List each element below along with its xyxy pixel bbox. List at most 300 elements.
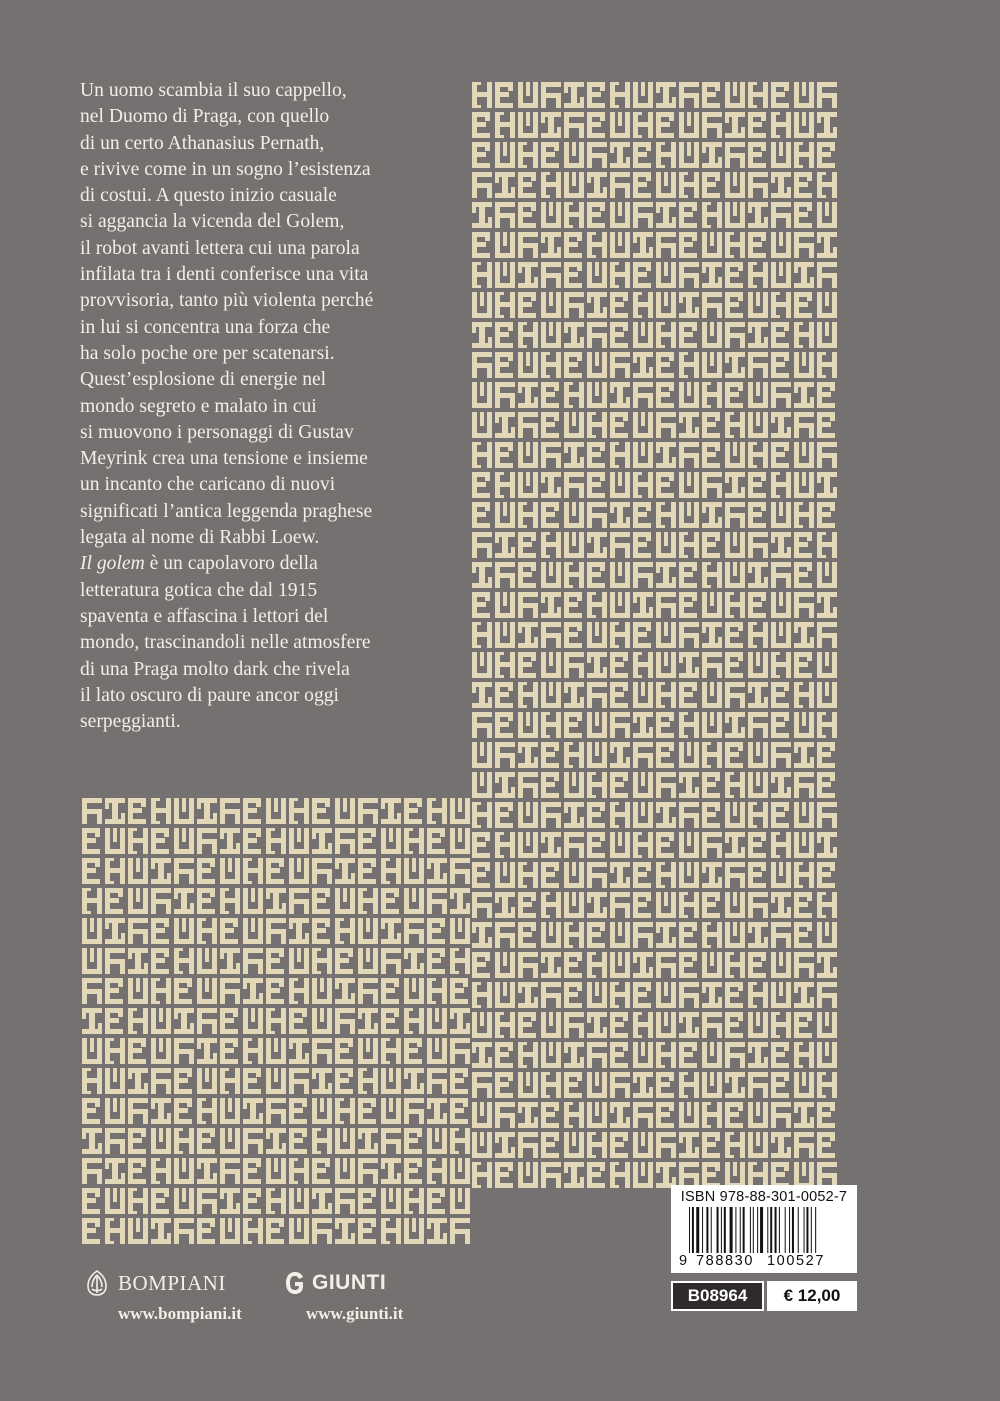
pattern-tile — [541, 622, 561, 648]
pattern-tile — [656, 1102, 674, 1128]
barcode-bar — [735, 1207, 736, 1253]
pattern-tile — [771, 82, 789, 108]
pattern-tile — [794, 712, 814, 738]
pattern-tile — [220, 858, 240, 884]
pattern-tile — [748, 1012, 768, 1038]
pattern-tile — [656, 142, 676, 168]
pattern-tile — [518, 502, 538, 528]
pattern-tile — [495, 1042, 513, 1068]
pattern-tile — [174, 858, 194, 884]
pattern-tile — [450, 858, 470, 884]
pattern-tile — [679, 862, 699, 888]
pattern-tile — [610, 1042, 628, 1068]
pattern-tile — [82, 1158, 102, 1184]
pattern-tile — [771, 742, 791, 768]
pattern-tile — [725, 322, 745, 348]
pattern-tile — [610, 1102, 630, 1128]
pattern-tile — [358, 888, 378, 914]
pattern-tile — [82, 978, 102, 1004]
pattern-tile — [335, 1218, 355, 1244]
pattern-tile — [794, 1132, 814, 1158]
pattern-tile — [289, 828, 309, 854]
pattern-tile — [128, 918, 148, 944]
pattern-tile — [610, 652, 628, 678]
pattern-tile — [679, 352, 699, 378]
pattern-tile — [541, 1012, 561, 1038]
pattern-tile — [105, 1128, 125, 1154]
barcode-bar — [721, 1207, 722, 1253]
pattern-tile — [587, 892, 607, 918]
pattern-tile — [587, 1042, 607, 1068]
blurb-line: Meyrink crea una tensione e insieme — [80, 448, 368, 470]
bompiani-url[interactable]: www.bompiani.it — [118, 1304, 242, 1323]
pattern-tile — [518, 322, 538, 348]
pattern-tile — [794, 382, 814, 408]
giunti-logo-icon — [284, 1270, 306, 1296]
pattern-tile — [656, 1072, 674, 1098]
pattern-tile — [679, 442, 699, 468]
pattern-tile — [151, 948, 169, 974]
pattern-tile — [197, 1098, 217, 1124]
pattern-tile — [404, 1218, 424, 1244]
pattern-tile — [702, 442, 720, 468]
pattern-tile — [794, 142, 814, 168]
blurb-line: Un uomo scambia il suo cappello, — [80, 80, 347, 101]
pattern-tile — [587, 292, 607, 318]
pattern-tile — [794, 112, 814, 138]
pattern-tile — [748, 952, 766, 978]
pattern-tile — [656, 532, 676, 558]
pattern-tile — [105, 858, 125, 884]
pattern-tile — [197, 1038, 217, 1064]
pattern-tile — [197, 798, 217, 824]
pattern-tile — [220, 1038, 238, 1064]
pattern-tile — [633, 952, 653, 978]
pattern-tile — [312, 1128, 332, 1154]
pattern-tile — [702, 142, 722, 168]
pattern-tile — [197, 858, 215, 884]
pattern-tile — [633, 592, 653, 618]
pattern-tile — [518, 262, 538, 288]
pattern-tile — [289, 1098, 307, 1124]
pattern-tile — [541, 892, 561, 918]
pattern-tile — [541, 232, 561, 258]
pattern-tile — [518, 622, 538, 648]
pattern-tile — [335, 1128, 355, 1154]
pattern-tile — [450, 798, 470, 824]
pattern-tile — [633, 622, 651, 648]
barcode-bar — [730, 1207, 733, 1253]
pattern-tile — [472, 1162, 492, 1188]
pattern-tile — [587, 172, 607, 198]
pattern-tile — [587, 742, 607, 768]
pattern-tile — [610, 172, 630, 198]
pattern-tile — [610, 1072, 630, 1098]
pattern-tile — [725, 982, 743, 1008]
pattern-tile — [725, 352, 745, 378]
giunti-url[interactable]: www.giunti.it — [306, 1304, 404, 1323]
pattern-tile — [702, 262, 722, 288]
pattern-tile — [266, 1068, 286, 1094]
pattern-tile — [541, 502, 559, 528]
pattern-tile — [656, 202, 676, 228]
pattern-tile — [679, 112, 699, 138]
pattern-tile — [495, 802, 513, 828]
pattern-tile — [289, 1188, 309, 1214]
pattern-tile — [633, 1012, 653, 1038]
pattern-tile — [335, 1068, 353, 1094]
pattern-tile — [518, 892, 536, 918]
pattern-tile — [128, 978, 148, 1004]
pattern-tile — [771, 412, 791, 438]
pattern-tile — [656, 1132, 676, 1158]
pattern-tile — [151, 828, 169, 854]
pattern-tile — [725, 502, 745, 528]
pattern-tile — [518, 292, 536, 318]
pattern-tile — [748, 682, 768, 708]
pattern-tile — [358, 1158, 378, 1184]
pattern-tile — [266, 858, 284, 884]
pattern-tile — [335, 1158, 355, 1184]
pattern-tile — [771, 532, 791, 558]
barcode-bar — [811, 1207, 812, 1253]
pattern-tile — [679, 1042, 697, 1068]
pattern-tile — [450, 1008, 470, 1034]
pattern-tile — [679, 982, 699, 1008]
pattern-tile — [427, 978, 447, 1004]
pattern-tile — [748, 382, 768, 408]
pattern-tile — [702, 1012, 722, 1038]
pattern-tile — [633, 472, 653, 498]
pattern-tile — [220, 828, 240, 854]
pattern-tile — [495, 832, 515, 858]
pattern-tile — [702, 352, 722, 378]
pattern-tile — [358, 1218, 376, 1244]
pattern-tile — [266, 1038, 286, 1064]
pattern-tile — [794, 802, 814, 828]
pattern-tile — [794, 322, 814, 348]
pattern-tile — [679, 772, 699, 798]
pattern-tile — [174, 798, 194, 824]
blurb-line: in lui si concentra una forza che — [80, 316, 331, 338]
pattern-tile — [587, 1132, 607, 1158]
pattern-tile — [495, 742, 515, 768]
pattern-tile — [794, 262, 814, 288]
pattern-tile — [335, 798, 355, 824]
pattern-tile — [633, 562, 653, 588]
pattern-tile — [105, 1218, 125, 1244]
pattern-tile — [427, 1008, 447, 1034]
blurb-line: di costui. A questo inizio casuale — [80, 185, 337, 207]
pattern-tile — [679, 892, 699, 918]
blurb-line: nel Duomo di Praga, con quello — [80, 106, 330, 128]
pattern-tile — [564, 472, 584, 498]
pattern-tile — [243, 918, 263, 944]
barcode-bar — [760, 1207, 763, 1253]
pattern-tile — [381, 1068, 401, 1094]
pattern-tile — [564, 1132, 584, 1158]
pattern-tile — [243, 1038, 263, 1064]
pattern-tile — [587, 442, 605, 468]
pattern-tile — [266, 1098, 286, 1124]
pattern-tile — [495, 1162, 513, 1188]
pattern-tile — [771, 1042, 789, 1068]
pattern-tile — [128, 858, 148, 884]
pattern-tile — [564, 442, 584, 468]
pattern-tile — [564, 532, 584, 558]
pattern-tile — [702, 772, 720, 798]
pattern-tile — [748, 742, 768, 768]
pattern-tile — [725, 82, 745, 108]
blurb-line: mondo, trascinandoli nelle atmosfere — [80, 632, 371, 654]
pattern-tile — [794, 592, 814, 618]
pattern-tile — [128, 1008, 148, 1034]
pattern-tile — [702, 472, 722, 498]
barcode-bar — [743, 1207, 745, 1253]
pattern-tile — [633, 1132, 653, 1158]
pattern-tile — [771, 982, 791, 1008]
pattern-tile — [794, 232, 814, 258]
pattern-tile — [610, 262, 630, 288]
pattern-tile — [748, 262, 768, 288]
pattern-tile — [702, 802, 720, 828]
pattern-tile — [289, 1038, 309, 1064]
pattern-tile — [404, 1128, 422, 1154]
pattern-tile — [656, 1042, 676, 1068]
pattern-tile — [702, 742, 722, 768]
pattern-tile — [633, 382, 653, 408]
pattern-tile — [771, 1102, 791, 1128]
pattern-tile — [151, 1038, 171, 1064]
pattern-tile — [243, 1068, 261, 1094]
pattern-tile — [266, 1128, 286, 1154]
pattern-tile — [748, 232, 766, 258]
pattern-tile — [679, 532, 699, 558]
pattern-tile — [174, 828, 194, 854]
pattern-tile — [564, 1012, 584, 1038]
pattern-tile — [794, 1042, 814, 1068]
pattern-tile — [151, 858, 171, 884]
pattern-tile — [633, 1102, 653, 1128]
pattern-tile — [587, 412, 607, 438]
pattern-tile — [174, 1068, 192, 1094]
pattern-tile — [748, 982, 768, 1008]
pattern-tile — [197, 1128, 215, 1154]
pattern-tile — [335, 1098, 355, 1124]
pattern-tile — [748, 892, 768, 918]
pattern-tile — [610, 922, 630, 948]
pattern-tile — [679, 502, 699, 528]
pattern-tile — [82, 1068, 102, 1094]
pattern-tile — [243, 948, 263, 974]
pattern-tile — [656, 682, 676, 708]
pattern-tile — [725, 892, 745, 918]
pattern-tile — [564, 562, 584, 588]
pattern-tile — [794, 562, 812, 588]
pattern-tile — [472, 832, 490, 858]
pattern-tile — [151, 918, 169, 944]
pattern-tile — [748, 442, 768, 468]
pattern-tile — [472, 742, 492, 768]
pattern-tile — [105, 1188, 125, 1214]
pattern-tile — [197, 948, 217, 974]
blurb-line: significati l’antica leggenda praghese — [80, 500, 373, 522]
pattern-tile — [771, 622, 791, 648]
pattern-tile — [472, 1132, 492, 1158]
pattern-tile — [633, 262, 651, 288]
pattern-tile — [679, 922, 697, 948]
pattern-tile — [771, 232, 791, 258]
pattern-tile — [817, 862, 835, 888]
pattern-tile — [817, 142, 835, 168]
pattern-tile — [220, 1128, 240, 1154]
pattern-tile — [656, 892, 676, 918]
blurb-line: spaventa e affascina i lettori del — [80, 605, 329, 627]
pattern-tile — [450, 1098, 468, 1124]
pattern-tile — [656, 592, 676, 618]
pattern-tile — [564, 622, 582, 648]
pattern-tile — [725, 1132, 745, 1158]
pattern-tile — [518, 232, 538, 258]
pattern-tile — [679, 172, 699, 198]
pattern-tile — [243, 1098, 263, 1124]
pattern-tile — [748, 202, 768, 228]
pattern-tile — [748, 922, 768, 948]
pattern-tile — [633, 352, 653, 378]
pattern-tile — [289, 858, 309, 884]
pattern-tile — [771, 1072, 789, 1098]
pattern-tile — [817, 832, 837, 858]
pattern-tile — [702, 202, 722, 228]
pattern-tile — [564, 712, 582, 738]
pattern-tile — [633, 742, 653, 768]
pattern-tile — [518, 772, 538, 798]
pattern-tile — [564, 322, 584, 348]
pattern-tile — [794, 532, 812, 558]
pattern-tile — [679, 622, 699, 648]
pattern-tile — [656, 562, 676, 588]
pattern-tile — [174, 1188, 194, 1214]
pattern-tile — [564, 202, 584, 228]
pattern-tile — [541, 952, 561, 978]
pattern-tile — [610, 532, 630, 558]
pattern-tile — [633, 922, 653, 948]
pattern-tile — [151, 798, 171, 824]
pattern-tile — [564, 412, 584, 438]
pattern-tile — [404, 1038, 422, 1064]
pattern-tile — [610, 832, 630, 858]
pattern-tile — [610, 742, 630, 768]
pattern-tile — [495, 322, 513, 348]
pattern-tile — [817, 442, 837, 468]
blurb-line: ha solo poche ore per scatenarsi. — [80, 342, 335, 364]
pattern-tile — [472, 952, 490, 978]
pattern-tile — [725, 112, 745, 138]
pattern-tile — [518, 712, 538, 738]
pattern-tile — [564, 352, 582, 378]
pattern-tile — [794, 952, 814, 978]
pattern-tile — [817, 622, 837, 648]
pattern-tile — [656, 1012, 676, 1038]
pattern-tile — [495, 442, 513, 468]
pattern-tile — [541, 802, 561, 828]
pattern-tile — [197, 888, 215, 914]
pattern-tile — [404, 978, 424, 1004]
pattern-tile — [679, 742, 699, 768]
pattern-tile — [495, 982, 515, 1008]
pattern-tile — [748, 1102, 768, 1128]
pattern-tile — [472, 1102, 492, 1128]
barcode-bar — [724, 1207, 726, 1253]
barcode-bar — [798, 1207, 799, 1253]
pattern-tile — [633, 982, 651, 1008]
pattern-tile — [656, 622, 676, 648]
pattern-tile — [450, 1128, 470, 1154]
pattern-tile — [748, 142, 766, 168]
pattern-tile — [702, 1072, 722, 1098]
pattern-tile — [312, 798, 330, 824]
pattern-tile — [541, 412, 559, 438]
blurb-line: di un certo Athanasius Pernath, — [80, 132, 325, 154]
pattern-tile — [587, 232, 607, 258]
pattern-tile — [679, 832, 699, 858]
pattern-tile — [564, 742, 584, 768]
pattern-tile — [794, 772, 814, 798]
pattern-tile — [679, 1012, 699, 1038]
pattern-tile — [702, 622, 722, 648]
pattern-tile — [794, 682, 814, 708]
pattern-tile — [220, 978, 240, 1004]
pattern-tile — [381, 1188, 401, 1214]
pattern-tile — [633, 142, 651, 168]
pattern-tile — [541, 1102, 559, 1128]
pattern-tile — [289, 888, 309, 914]
barcode-bar — [779, 1207, 780, 1253]
pattern-tile — [381, 1008, 399, 1034]
pattern-tile — [771, 832, 791, 858]
pattern-tile — [610, 292, 628, 318]
pattern-tile — [794, 892, 812, 918]
pattern-tile — [794, 742, 814, 768]
pattern-tile — [495, 682, 513, 708]
bompiani-logo-icon — [82, 1268, 112, 1298]
pattern-tile — [289, 1218, 309, 1244]
pattern-tile — [679, 262, 699, 288]
pattern-tile — [656, 112, 674, 138]
pattern-tile — [427, 948, 445, 974]
pattern-tile — [610, 982, 630, 1008]
pattern-tile — [404, 1008, 424, 1034]
pattern-tile — [312, 948, 332, 974]
pattern-tile — [748, 472, 766, 498]
pattern-tile — [587, 712, 607, 738]
pattern-tile — [495, 502, 515, 528]
pattern-tile — [472, 1042, 492, 1068]
pattern-tile — [220, 888, 240, 914]
pattern-tile — [220, 1008, 238, 1034]
pattern-tile — [817, 982, 837, 1008]
barcode-bar — [696, 1207, 699, 1253]
pattern-tile — [105, 1038, 125, 1064]
pattern-tile — [197, 978, 217, 1004]
pattern-tile — [679, 802, 699, 828]
pattern-tile — [794, 502, 814, 528]
pattern-tile — [220, 948, 240, 974]
barcode-bar — [711, 1207, 712, 1253]
pattern-tile — [495, 952, 515, 978]
pattern-tile — [771, 712, 789, 738]
pattern-tile — [679, 232, 697, 258]
